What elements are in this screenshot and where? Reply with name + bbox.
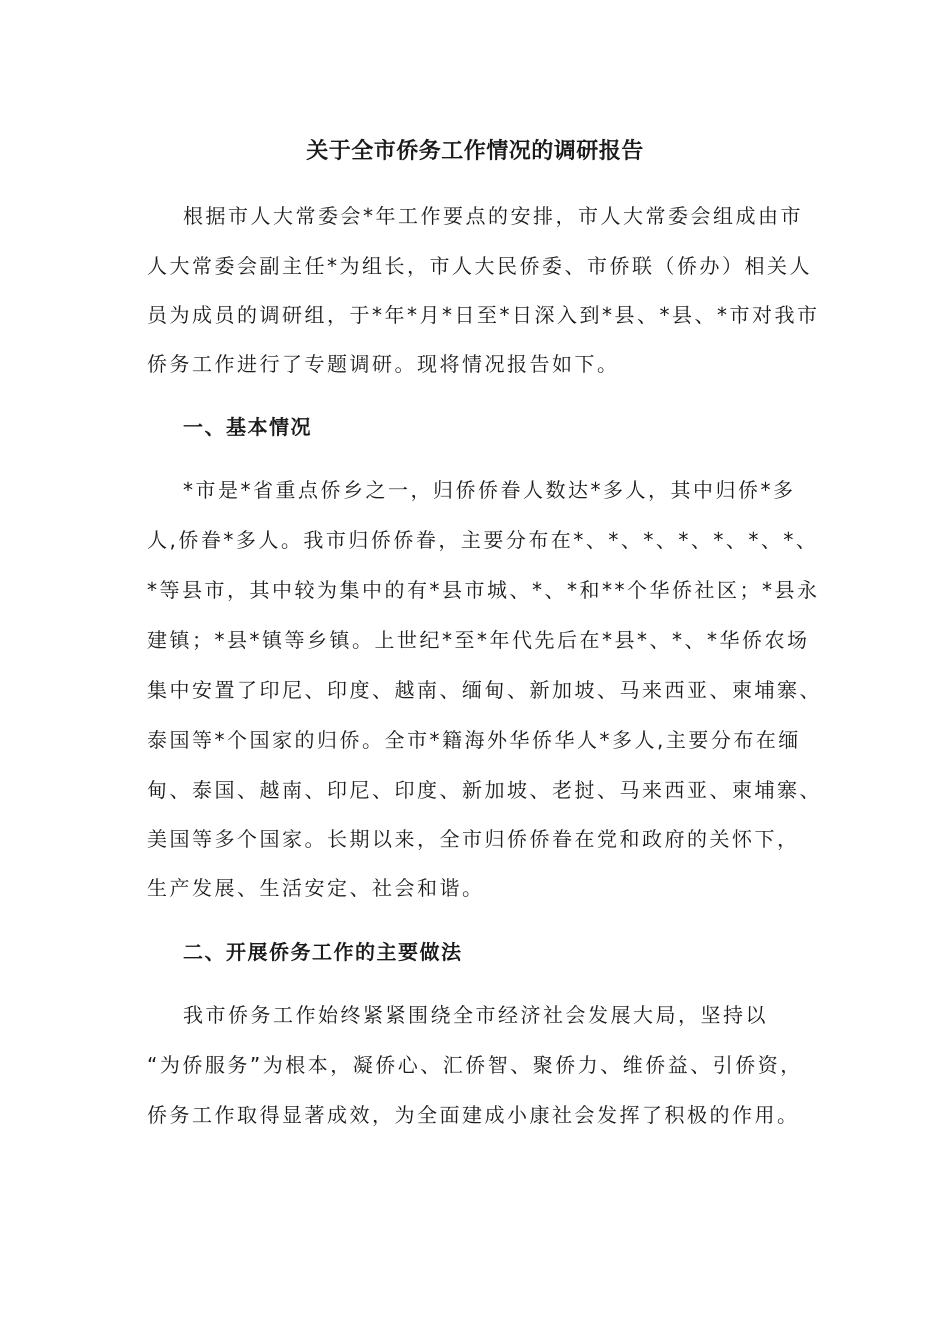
paragraph-1-line: 侨务工作进行了专题调研。现将情况报告如下。 xyxy=(147,352,620,376)
paragraph-3-line: “为侨服务”为根本，凝侨心、汇侨智、聚侨力、维侨益、引侨资， xyxy=(147,1053,803,1077)
paragraph-2-line: 美国等多个国家。长期以来，全市归侨侨眷在党和政府的关怀下， xyxy=(147,827,800,851)
paragraph-2-line: 泰国等*个国家的归侨。全市*籍海外华侨华人*多人,主要分布在缅 xyxy=(147,728,801,752)
paragraph-2-line: 生产发展、生活安定、社会和谐。 xyxy=(147,876,485,900)
paragraph-3-line: 我市侨务工作始终紧紧围绕全市经济社会发展大局，坚持以 xyxy=(183,1003,768,1027)
paragraph-2-line: *等县市，其中较为集中的有*县市城、*、*和**个华侨社区；*县永 xyxy=(147,578,820,602)
section-heading-1: 一、基本情况 xyxy=(183,415,312,439)
paragraph-1-line: 根据市人大常委会*年工作要点的安排，市人大常委会组成由市 xyxy=(183,204,803,228)
paragraph-2-line: 建镇；*县*镇等乡镇。上世纪*至*年代先后在*县*、*、*华侨农场 xyxy=(147,628,810,652)
paragraph-1-line: 人大常委会副主任*为组长，市人大民侨委、市侨联（侨办）相关人 xyxy=(147,254,812,278)
paragraph-1-line: 员为成员的调研组，于*年*月*日至*日深入到*县、*县、*市对我市 xyxy=(147,303,820,327)
paragraph-3-line: 侨务工作取得显著成效，为全面建成小康社会发挥了积极的作用。 xyxy=(147,1103,800,1127)
document-title: 关于全市侨务工作情况的调研报告 xyxy=(306,138,644,164)
paragraph-2-line: 甸、泰国、越南、印尼、印度、新加坡、老挝、马来西亚、柬埔寨、 xyxy=(147,778,822,802)
section-heading-2: 二、开展侨务工作的主要做法 xyxy=(183,940,463,964)
paragraph-2-line: 集中安置了印尼、印度、越南、缅甸、新加坡、马来西亚、柬埔寨、 xyxy=(147,678,822,702)
paragraph-2-line: 人,侨眷*多人。我市归侨侨眷，主要分布在*、*、*、*、*、*、*、 xyxy=(147,528,819,552)
paragraph-2-line: *市是*省重点侨乡之一，归侨侨眷人数达*多人，其中归侨*多 xyxy=(183,478,796,502)
